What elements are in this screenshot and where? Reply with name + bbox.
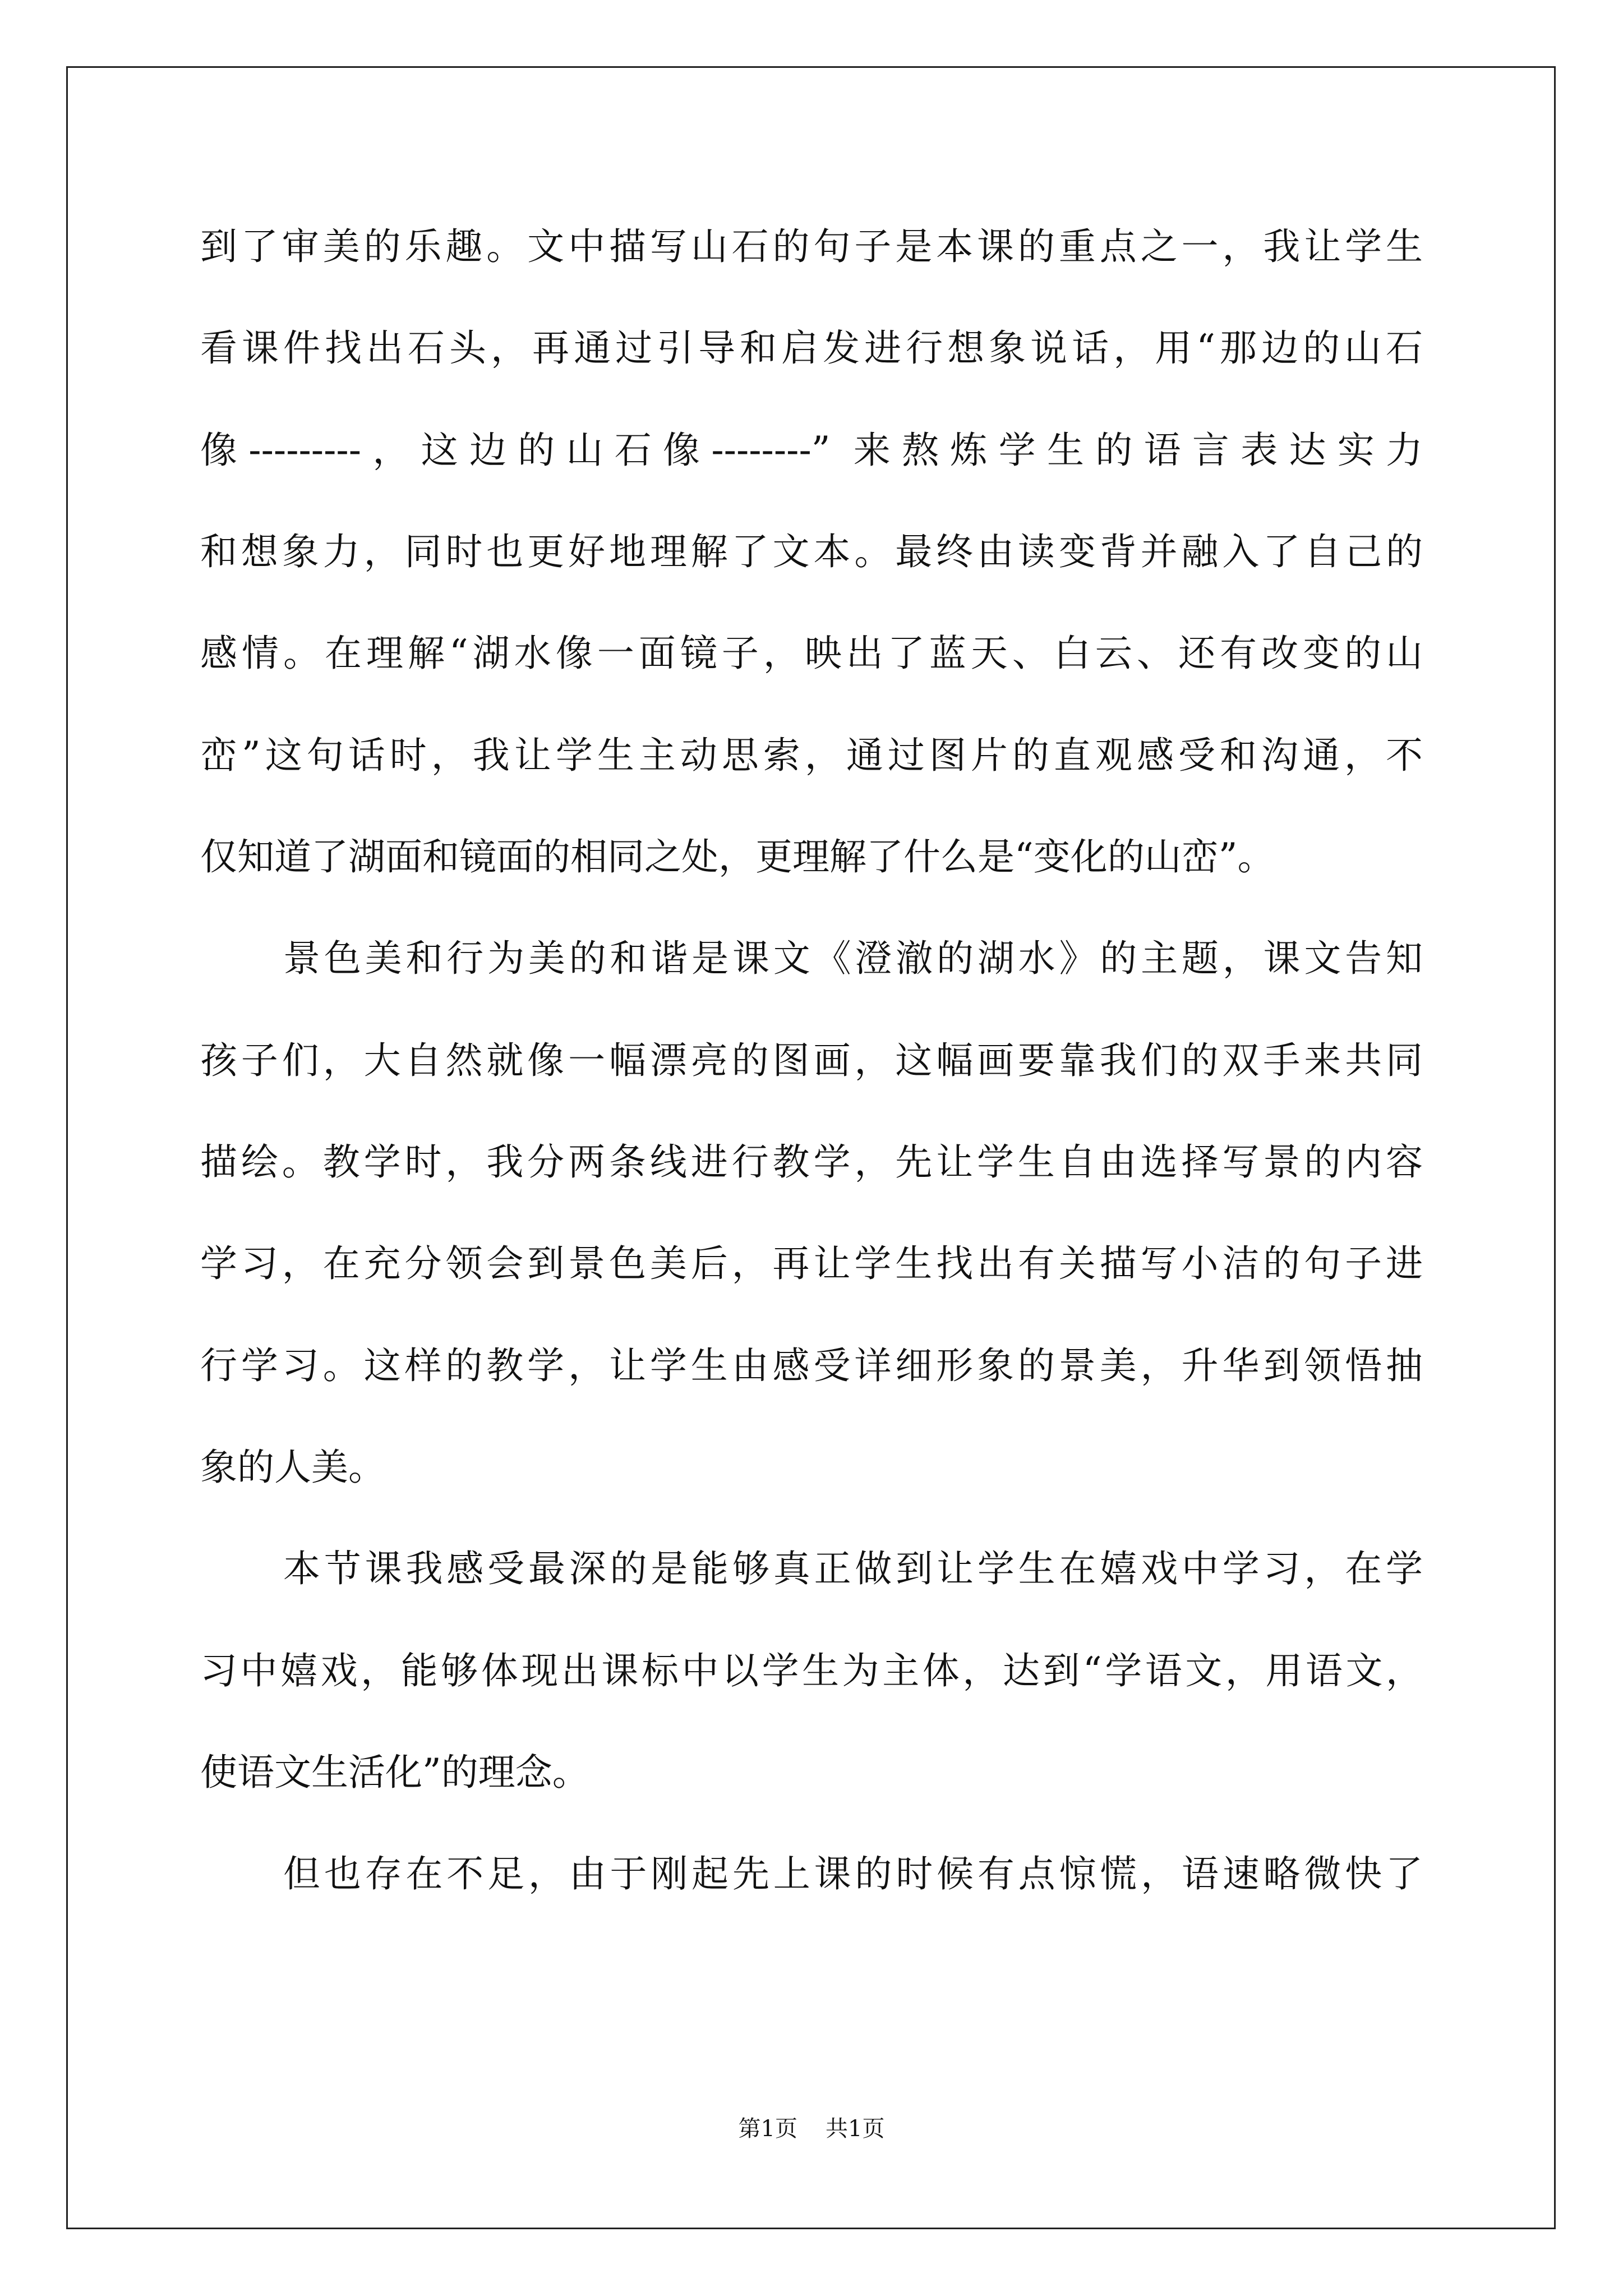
text-line: 和想象力，同时也更好地理解了文本。最终由读变背并融入了自己的 — [200, 530, 1423, 573]
text-line: 孩子们，大自然就像一幅漂亮的图画，这幅画要靠我们的双手来共同 — [200, 1039, 1423, 1082]
page-footer — [0, 2112, 1623, 2146]
text-line: 使语文生活化”的理念。 — [200, 1751, 589, 1794]
page-number: 第1页 — [738, 2116, 797, 2142]
text-line: 仅知道了湖面和镜面的相同之处，更理解了什么是“变化的山峦”。 — [200, 835, 1275, 878]
text-line: 象的人美。 — [200, 1446, 385, 1489]
text-line: 感情。在理解“湖水像一面镜子，映出了蓝天、白云、还有改变的山 — [200, 632, 1423, 675]
text-line: 看课件找出石头，再通过引导和启发进行想象说话，用“那边的山石 — [200, 326, 1423, 370]
text-line: 本节课我感受最深的是能够真正做到让学生在嬉戏中学习，在学 — [283, 1547, 1423, 1590]
page-total: 共1页 — [826, 2116, 885, 2142]
text-line: 学习，在充分领会到景色美后，再让学生找出有关描写小洁的句子进 — [200, 1242, 1423, 1285]
text-line: 描绘。教学时，我分两条线进行教学，先让学生自由选择写景的内容 — [200, 1140, 1423, 1184]
text-line: 像---------，这边的山石像--------” 来熬炼学生的语言表达实力 — [200, 429, 1423, 472]
text-line: 到了审美的乐趣。文中描写山石的句子是本课的重点之一，我让学生 — [200, 225, 1423, 268]
text-line: 峦”这句话时，我让学生主动思索，通过图片的直观感受和沟通，不 — [200, 734, 1423, 777]
text-line: 景色美和行为美的和谐是课文《澄澈的湖水》的主题，课文告知 — [283, 937, 1423, 980]
text-line: 行学习。这样的教学，让学生由感受详细形象的景美，升华到领悟抽 — [200, 1344, 1423, 1387]
text-line: 但也存在不足，由于刚起先上课的时候有点惊慌，语速略微快了 — [283, 1852, 1423, 1895]
text-line: 习中嬉戏，能够体现出课标中以学生为主体，达到“学语文，用语文， — [200, 1649, 1423, 1692]
